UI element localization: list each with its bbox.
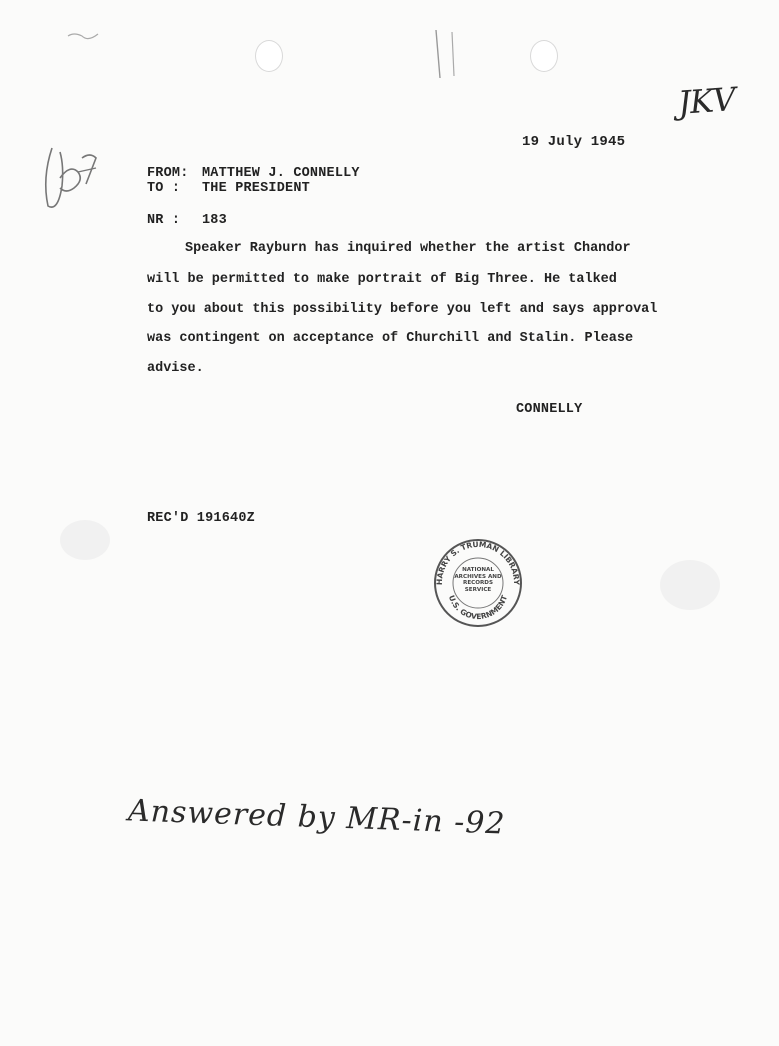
stamp-center-text: NATIONAL ARCHIVES AND RECORDS SERVICE: [454, 567, 502, 593]
signature: CONNELLY: [516, 402, 583, 417]
paper-smudge: [660, 560, 720, 610]
paper-smudge: [60, 520, 110, 560]
memo-date: 19 July 1945: [522, 134, 626, 150]
body-line: to you about this possibility before you left and says approval: [147, 302, 658, 317]
punch-hole-right: [530, 40, 558, 72]
nr-label: NR :: [147, 213, 181, 228]
body-line: will be permitted to make portrait of Big Three. He talked: [147, 272, 617, 287]
body-line: was contingent on acceptance of Churchill and Stalin. Please: [147, 331, 634, 346]
nr-value: 183: [202, 213, 227, 228]
received-line: REC'D 191640Z: [147, 511, 255, 526]
body-line: advise.: [147, 361, 204, 376]
stamp-bottom-text: U.S. GOVERNMENT: [446, 594, 510, 622]
body-line: Speaker Rayburn has inquired whether the artist Chandor: [185, 241, 631, 256]
handwritten-answer-note: Answered by MR-in -92: [127, 793, 507, 842]
stamp-top-text: HARRY S. TRUMAN LIBRARY: [434, 539, 522, 586]
from-label: FROM:: [147, 166, 189, 181]
from-value: MATTHEW J. CONNELLY: [202, 166, 360, 181]
archive-stamp: [432, 537, 524, 629]
to-label: TO :: [147, 181, 181, 196]
pencil-marks-top: [60, 20, 480, 90]
margin-handwritten-mark: [38, 138, 108, 218]
to-value: THE PRESIDENT: [202, 181, 310, 196]
handwritten-initials: JKV: [676, 80, 737, 122]
